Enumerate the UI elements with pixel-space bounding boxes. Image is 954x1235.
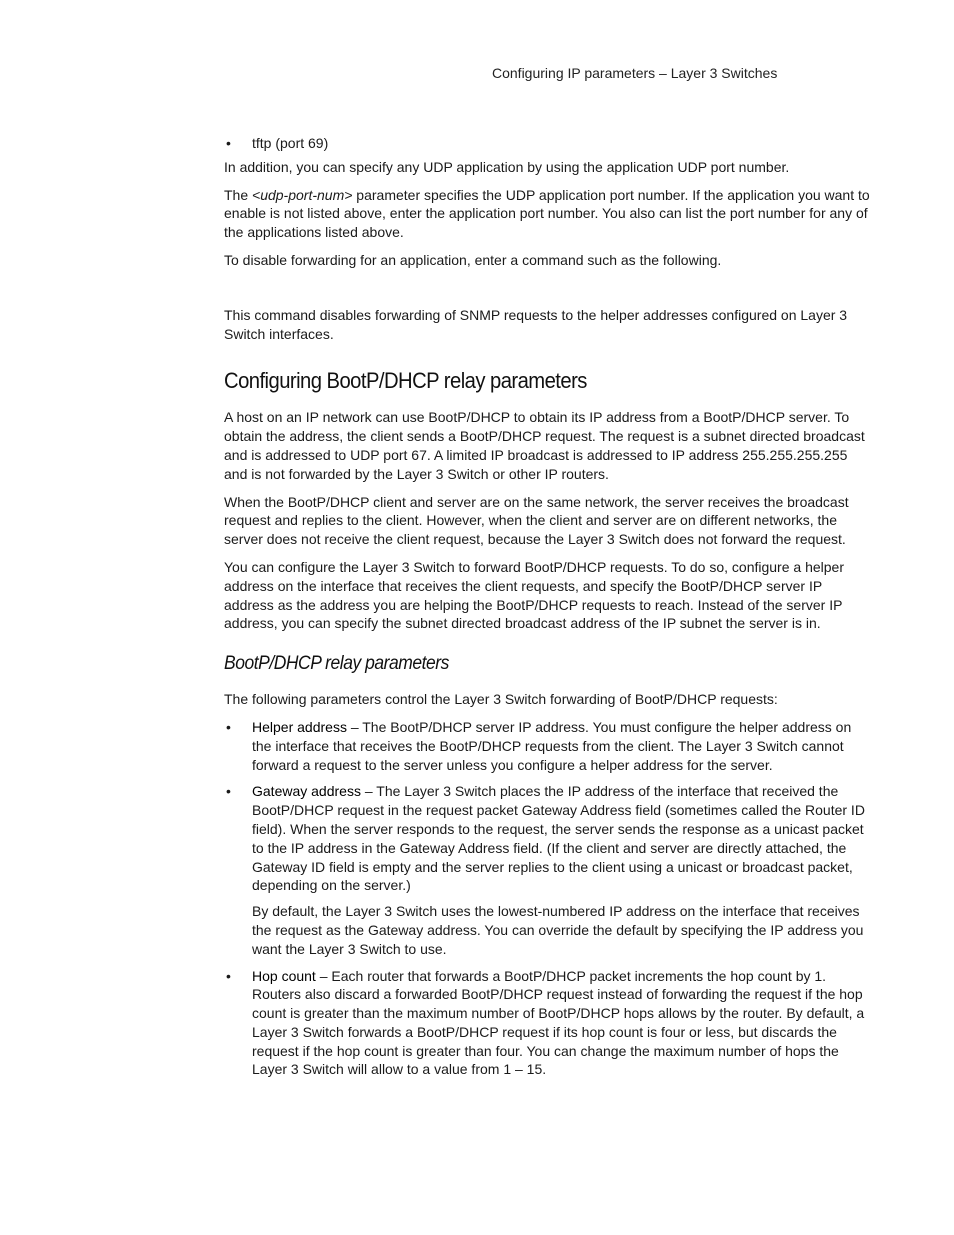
list-item-text [252, 782, 870, 895]
paragraph-udp-port-num [224, 186, 870, 242]
paragraph-udp-application: In addition, you can specify any UDP application by using the application UDP port number. [224, 158, 790, 175]
list-item-helper-address [224, 718, 870, 774]
term-helper-address: Helper address [252, 718, 347, 735]
paragraph-parameters-intro: The following parameters control the Layer 3 Switch forwarding of BootP/DHCP requests: [224, 691, 778, 708]
subsection-heading: BootP/DHCP relay parameters [224, 653, 449, 675]
definition-hop-count: – Each router that forwards a BootP/DHCP packet increments the hop count by 1. Routers also discard a forwarded BootP/DHCP request instead of forwarding the request if the hop count is greater than the maximum number of BootP/DHCP hops allows by the router. By default, a Layer 3 Switch forwards a BootP/DHCP request if its hop count is four or less, but discards the request if the hop count is greater than four. You can change the maximum number of hops the Layer 3 Switch will allow to a value from 1 – 15. [252, 967, 865, 1078]
list-item-gateway-address [224, 782, 870, 958]
term-hop-count: Hop count [252, 967, 316, 984]
text-param-description: parameter specifies the UDP application port number. If the application you want to enable is not listed above, enter the application port number. You also can list the port number for any of the applications listed above. [224, 186, 870, 241]
list-item-text [252, 718, 870, 774]
definition-gateway-address: – The Layer 3 Switch places the IP address of the interface that received the BootP/DHCP request in the request packet Gateway Address field (sometimes called the Router ID field). When the server responds to the request, the server sends the response as a unicast packet to the IP address in the Gateway Address field. (If the client and server are directly attached, the Gateway ID field is empty and the server replies to the client using a unicast or broadcast packet, depending on the server.) [252, 783, 865, 894]
gateway-default-note: By default, the Layer 3 Switch uses the lowest-numbered IP address on the interface that receives the request as the Gateway address. You can override the default by specifying the IP address you want the Layer 3 Switch to use. [252, 903, 864, 957]
running-header: Configuring IP parameters – Layer 3 Switches [492, 65, 778, 81]
list-item-text [252, 967, 870, 1080]
text-the: The [224, 186, 253, 203]
parameter-variable: <udp-port-num> [252, 186, 353, 203]
parameter-list [224, 718, 870, 1079]
paragraph-configure-forward: You can configure the Layer 3 Switch to forward BootP/DHCP requests. To do so, configure a helper address on the interface that receives the client requests, and specify the BootP/DHCP server IP address as the address you are helping the BootP/DHCP requests to reach. Instead of the server IP address, you can specify the subnet directed broadcast address of the IP subnet the server is in. [224, 558, 844, 632]
paragraph-same-network: When the BootP/DHCP client and server are on the same network, the server receives the broadcast request and replies to the client. However, when the client and server are on different networks, the server does not receive the client request, because the Layer 3 Switch does not forward the request. [224, 493, 849, 548]
definition-helper-address: – The BootP/DHCP server IP address. You must configure the helper address on the interface that receives the BootP/DHCP requests from the client. The Layer 3 Switch cannot forward a request to the server unless you configure a helper address for the server. [252, 718, 852, 773]
paragraph-snmp-disable: This command disables forwarding of SNMP requests to the helper addresses configured on Layer 3 Switch interfaces. [224, 306, 848, 342]
command-example-space [224, 279, 870, 306]
paragraph-disable-forwarding: To disable forwarding for an application, enter a command such as the following. [224, 251, 722, 268]
list-item-hop-count [224, 967, 870, 1080]
paragraph-bootp-intro: A host on an IP network can use BootP/DHCP to obtain its IP address from a BootP/DHCP server. To obtain the address, the client sends a BootP/DHCP request. The request is a subnet directed broadcast and is addressed to UDP port 67. A limited IP broadcast is addressed to IP address 255.255.255.255 and is not forwarded by the Layer 3 Switch or other IP routers. [224, 409, 865, 482]
list-item-tftp: • tftp (port 69) [224, 134, 870, 153]
term-gateway-address: Gateway address [252, 783, 361, 800]
page-content [224, 134, 870, 1087]
section-heading: Configuring BootP/DHCP relay parameters [224, 368, 587, 394]
